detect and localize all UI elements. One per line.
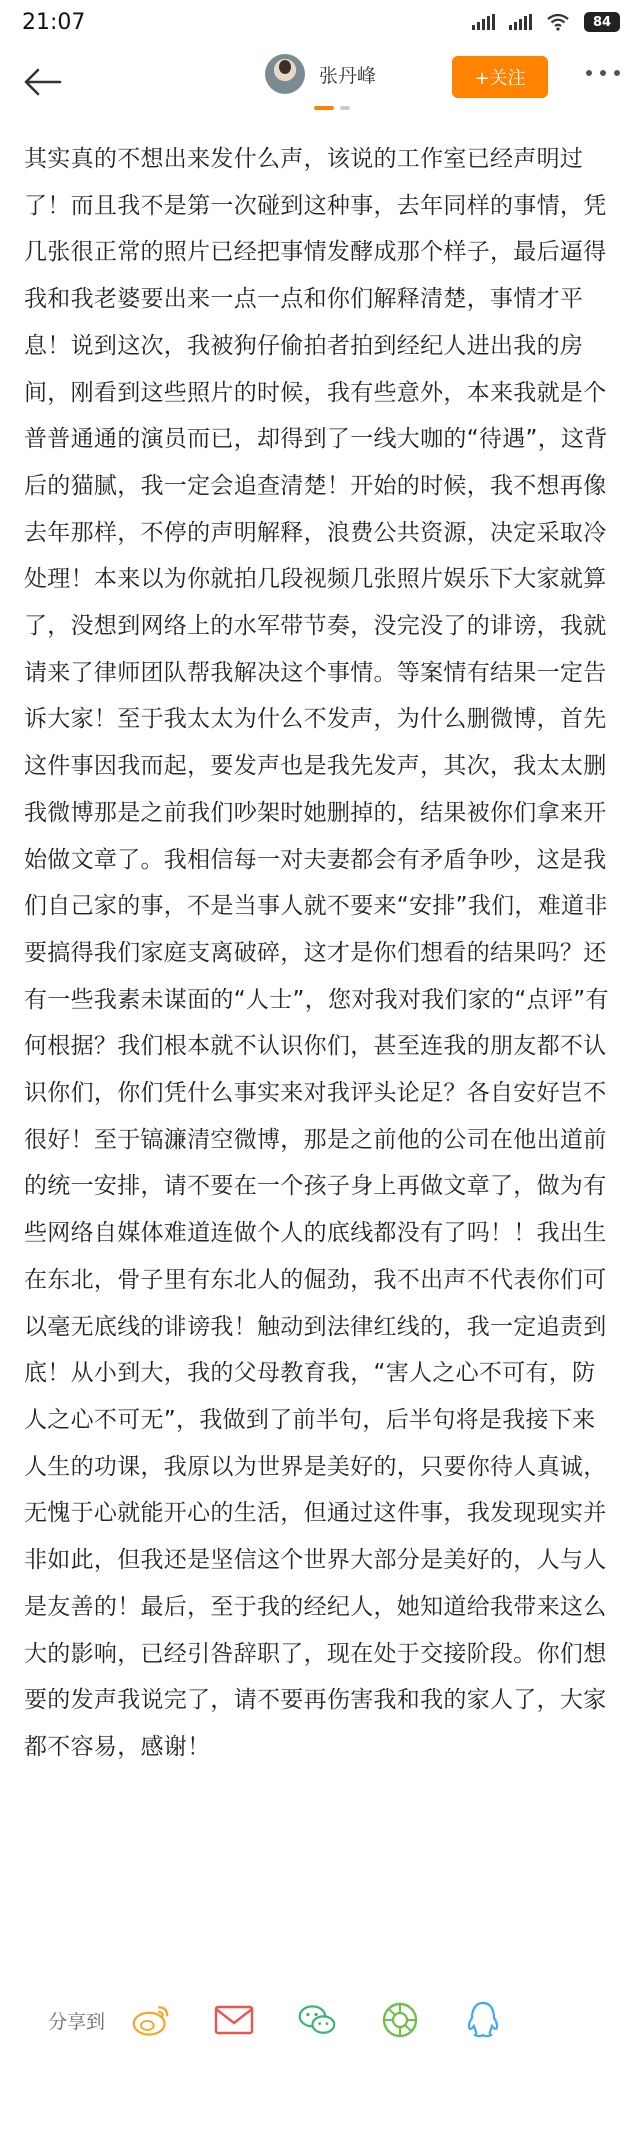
moments-icon[interactable]: [380, 2000, 420, 2040]
user-info[interactable]: [265, 54, 376, 94]
signal-2-icon: [509, 14, 532, 30]
wechat-icon[interactable]: [297, 2000, 337, 2040]
indicator-active: [314, 106, 334, 110]
back-button[interactable]: [22, 62, 68, 102]
back-arrow-icon: [22, 67, 62, 97]
page-indicator: [314, 106, 350, 110]
share-label: 分享到: [48, 2010, 106, 2033]
avatar[interactable]: [265, 54, 305, 94]
weibo-icon[interactable]: [131, 2000, 171, 2040]
nav-bar: [0, 44, 640, 120]
status-bar: [0, 0, 640, 44]
indicator-inactive: [340, 106, 350, 110]
post-body: 其实真的不想出来发什么声，该说的工作室已经声明过了！而且我不是第一次碰到这种事，去年同样的事情，凭几张很正常的照片已经把事情发酵成那个样子，最后逼得我和我老婆要出来一点一点和你们解释清楚，事情才平息！说到这次，我被狗仔偷拍者拍到经纪人进出我的房间，刚看到这些照片的时候，我有些意外，本来我就是个普普通通的演员而已，却得到了一线大咖的“待遇”，这背后的猫腻，我一定会追查清楚！开始的时候，我不想再像去年那样，不停的声明解释，浪费公共资源，决定采取冷处理！本来以为你就拍几段视频几张照片娱乐下大家就算了，没想到网络上的水军带节奏，没完没了的诽谤，我就请来了律师团队帮我解决这个事情。等案情有结果一定告诉大家！至于我太太为什么不发声，为什么删微博，首先这件事因我而起，要发声也是我先发声，其次，我太太删我微博那是之前我们吵架时她删掉的，结果被你们拿来开始做文章了。我相信每一对夫妻都会有矛盾争吵，这是我们自己家的事，不是当事人就不要来“安排”我们，难道非要搞得我们家庭支离破碎，这才是你们想看的结果吗？还有一些我素未谋面的“人士”，您对我对我们家的“点评”有何根据？我们根本就不认识你们，甚至连我的朋友都不认识你们，你们凭什么事实来对我评头论足？各自安好岂不很好！至于镐濂清空微博，那是之前他的公司在他出道前的统一安排，请不要在一个孩子身上再做文章了，做为有些网络自媒体难道连做个人的底线都没有了吗！！我出生在东北，骨子里有东北人的倔劲，我不出声不代表你们可以毫无底线的诽谤我！触动到法律红线的，我一定追责到底！从小到大，我的父母教育我，“害人之心不可有，防人之心不可无”，我做到了前半句，后半句将是我接下来人生的功课，我原以为世界是美好的，只要你待人真诚，无愧于心就能开心的生活，但通过这件事，我发现现实并非如此，但我还是坚信这个世界大部分是美好的，人与人是友善的！最后，至于我的经纪人，她知道给我带来这么大的影响，已经引咎辞职了，现在处于交接阶段。你们想要的发声我说完了，请不要再伤害我和我的家人了，大家都不容易，感谢！: [24, 146, 609, 1760]
dot-icon: [600, 70, 606, 76]
username[interactable]: 张丹峰: [319, 64, 377, 87]
mail-icon[interactable]: [214, 2000, 254, 2040]
battery-icon: 84: [584, 12, 620, 32]
share-bar: [0, 1990, 640, 2050]
follow-button[interactable]: +关注: [452, 56, 548, 98]
more-options-button[interactable]: [586, 70, 620, 76]
status-icons: [472, 12, 620, 32]
wifi-icon: [546, 13, 570, 31]
signal-icon: [472, 14, 495, 30]
qq-icon[interactable]: [463, 2000, 503, 2040]
dot-icon: [614, 70, 620, 76]
status-time: 21:07: [22, 9, 86, 35]
dot-icon: [586, 70, 592, 76]
